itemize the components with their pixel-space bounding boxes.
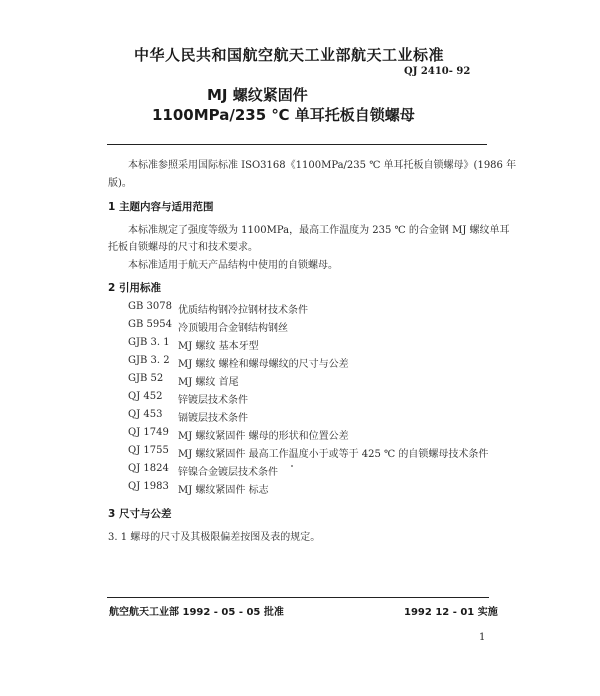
approval-date: 航空航天工业部 1992 - 05 - 05 批准 <box>109 607 284 618</box>
section1-para2: 本标准适用于航天产品结构中使用的自锁螺母。 <box>128 260 338 271</box>
reference-code: QJ 453 <box>128 409 163 420</box>
reference-title: MJ 螺纹 基本牙型 <box>178 341 259 352</box>
page-number: 1 <box>479 632 486 643</box>
standard-number: QJ 2410- 92 <box>404 66 471 77</box>
reference-title: 冷顶锻用合金钢结构钢丝 <box>178 323 288 334</box>
footer-rule <box>107 597 489 598</box>
scan-speck <box>291 465 293 467</box>
reference-code: GJB 52 <box>128 373 164 384</box>
implementation-date: 1992 12 - 01 实施 <box>404 607 498 618</box>
document-title-line1: MJ 螺纹紧固件 <box>207 86 308 104</box>
reference-title: MJ 螺纹 首尾 <box>178 377 239 388</box>
reference-title: 锌镍合金镀层技术条件 <box>178 467 278 478</box>
section1-para1-line2: 托板自锁螺母的尺寸和技术要求。 <box>108 242 258 253</box>
document-title-line2: 1100MPa/235 ℃ 单耳托板自锁螺母 <box>152 106 415 124</box>
reference-code: QJ 1749 <box>128 427 169 438</box>
intro-line2: 版)。 <box>108 178 132 189</box>
reference-code: GJB 3. 1 <box>128 337 170 348</box>
intro-line1: 本标准参照采用国际标准 ISO3168《1100MPa/235 ℃ 单耳托板自锁螺母》(1986 年 <box>128 160 517 171</box>
reference-code: QJ 452 <box>128 391 163 402</box>
ministry-standard-title: 中华人民共和国航空航天工业部航天工业标准 <box>134 46 445 64</box>
reference-code: GB 3078 <box>128 301 172 312</box>
reference-code: QJ 1755 <box>128 445 169 456</box>
header-rule <box>107 144 487 145</box>
reference-title: MJ 螺纹紧固件 螺母的形状和位置公差 <box>178 431 349 442</box>
reference-code: GB 5954 <box>128 319 172 330</box>
section3-heading: 3 尺寸与公差 <box>108 508 172 520</box>
section1-para1-line1: 本标准规定了强度等级为 1100MPa，最高工作温度为 235 ℃ 的合金钢 MJ 螺纹单耳 <box>128 225 510 236</box>
reference-title: 锌镀层技术条件 <box>178 395 248 406</box>
section2-heading: 2 引用标准 <box>108 282 161 294</box>
section3-clause: 3. 1 螺母的尺寸及其极限偏差按图及表的规定。 <box>108 532 321 543</box>
reference-title: 镉镀层技术条件 <box>178 413 248 424</box>
reference-title: MJ 螺纹 螺栓和螺母螺纹的尺寸与公差 <box>178 359 349 370</box>
reference-title: 优质结构钢冷拉钢材技术条件 <box>178 305 308 316</box>
reference-title: MJ 螺纹紧固件 标志 <box>178 485 269 496</box>
reference-code: GJB 3. 2 <box>128 355 170 366</box>
reference-code: QJ 1824 <box>128 463 169 474</box>
reference-code: QJ 1983 <box>128 481 169 492</box>
section1-heading: 1 主题内容与适用范围 <box>108 201 214 213</box>
reference-title: MJ 螺纹紧固件 最高工作温度小于或等于 425 ℃ 的自锁螺母技术条件 <box>178 449 489 460</box>
